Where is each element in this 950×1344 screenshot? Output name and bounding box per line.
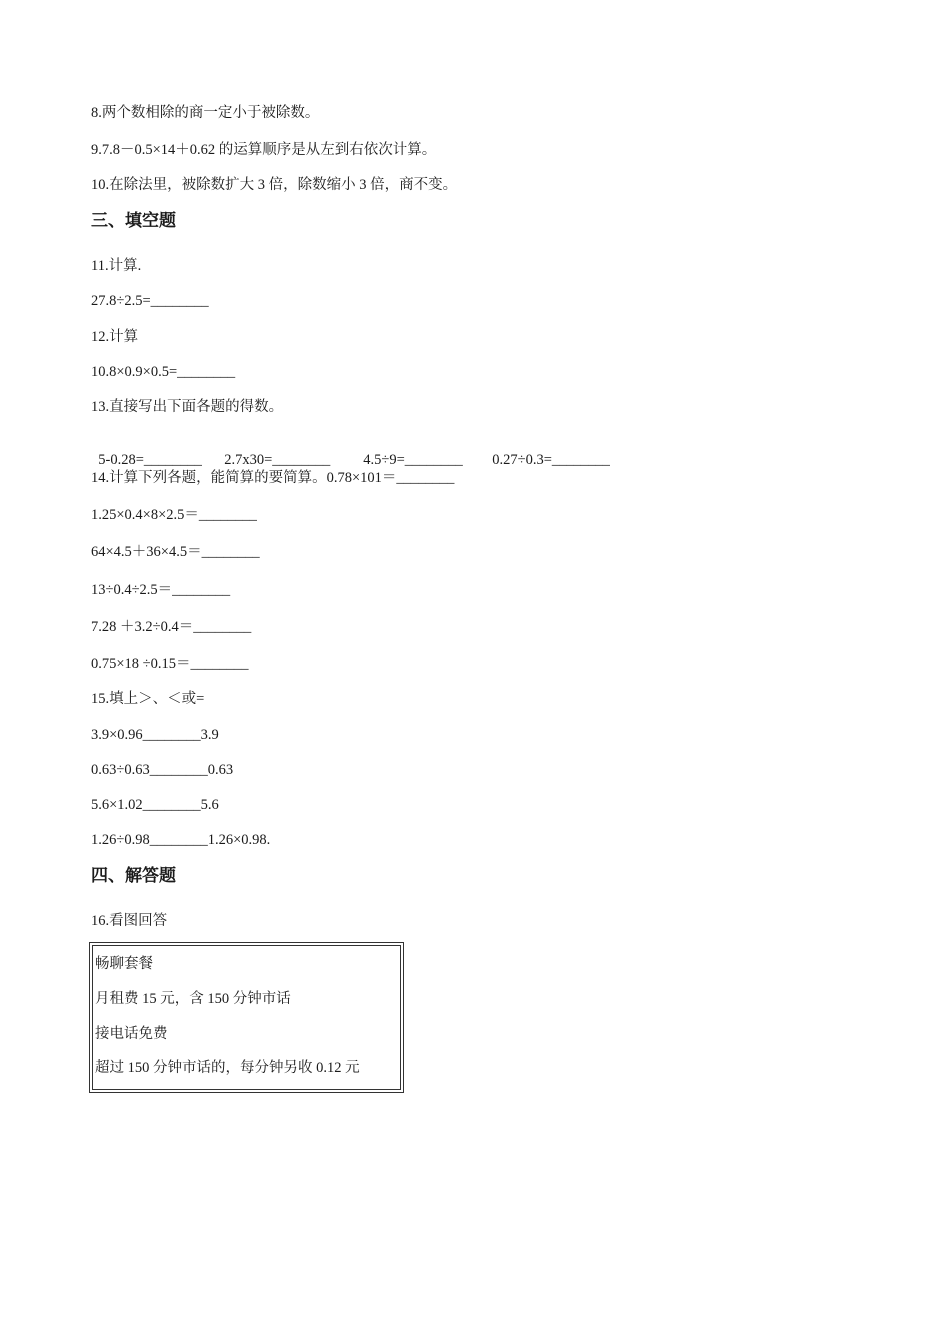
question-11: 11.计算. bbox=[91, 258, 142, 274]
question-15-expression-c: 5.6×1.02________5.6 bbox=[91, 797, 219, 813]
question-13-item: 4.5÷9=________ bbox=[363, 452, 463, 468]
question-14-expression-e: 0.75×18 ÷0.15＝________ bbox=[91, 656, 249, 672]
plan-overage-rate: 超过 150 分钟市话的，每分钟另收 0.12 元 bbox=[95, 1060, 360, 1076]
question-13: 13.直接写出下面各题的得数。 bbox=[91, 399, 284, 415]
plan-monthly-fee: 月租费 15 元，含 150 分钟市话 bbox=[95, 991, 291, 1007]
question-14-expression-a: 1.25×0.4×8×2.5＝________ bbox=[91, 507, 257, 523]
question-12-expression: 10.8×0.9×0.5=________ bbox=[91, 364, 236, 380]
section-heading-answer: 四、解答题 bbox=[91, 866, 176, 886]
question-15-expression-a: 3.9×0.96________3.9 bbox=[91, 727, 219, 743]
question-13-item: 5-0.28=________ bbox=[98, 452, 202, 468]
question-15-expression-b: 0.63÷0.63________0.63 bbox=[91, 762, 234, 778]
question-15: 15.填上＞、＜或= bbox=[91, 691, 205, 707]
question-13-item: 0.27÷0.3=________ bbox=[492, 452, 610, 468]
question-11-expression: 27.8÷2.5=________ bbox=[91, 293, 209, 309]
question-13-item: 2.7x30=________ bbox=[224, 452, 331, 468]
section-heading-fill-in: 三、填空题 bbox=[91, 211, 176, 231]
plan-info-box bbox=[89, 942, 404, 1093]
question-14-expression-c: 13÷0.4÷2.5＝________ bbox=[91, 582, 231, 598]
question-12: 12.计算 bbox=[91, 329, 139, 345]
question-16: 16.看图回答 bbox=[91, 913, 168, 929]
question-15-expression-d: 1.26÷0.98________1.26×0.98. bbox=[91, 832, 271, 848]
plan-incoming-free: 接电话免费 bbox=[95, 1026, 168, 1042]
question-9: 9.7.8－0.5×14＋0.62 的运算顺序是从左到右依次计算。 bbox=[91, 142, 437, 158]
question-14-expression-b: 64×4.5＋36×4.5＝________ bbox=[91, 544, 260, 560]
question-8: 8.两个数相除的商一定小于被除数。 bbox=[91, 105, 320, 121]
question-13-items bbox=[91, 433, 610, 469]
plan-name: 畅聊套餐 bbox=[95, 956, 153, 972]
question-14: 14.计算下列各题，能简算的要简算。0.78×101＝________ bbox=[91, 470, 455, 486]
question-10: 10.在除法里，被除数扩大 3 倍，除数缩小 3 倍，商不变。 bbox=[91, 177, 458, 193]
question-14-expression-d: 7.28 ＋3.2÷0.4＝________ bbox=[91, 619, 252, 635]
